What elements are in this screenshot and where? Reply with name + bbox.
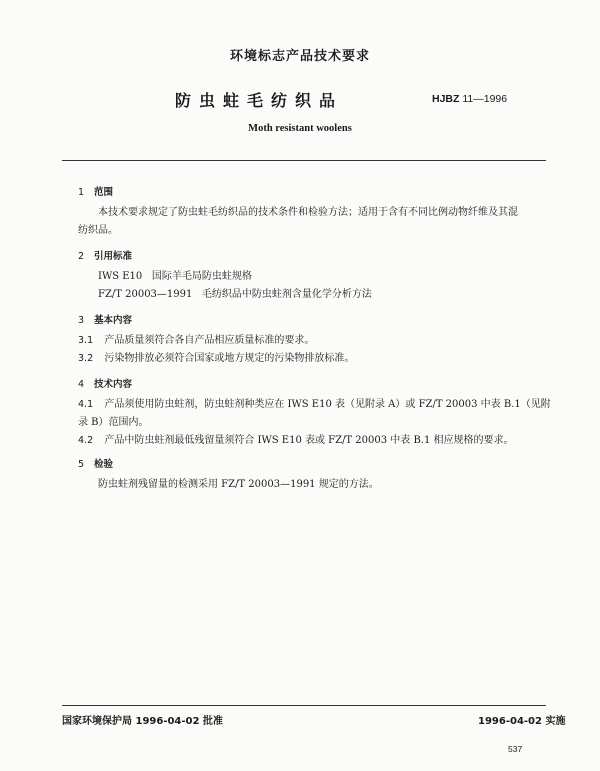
approval-line: 国家环境保护局 1996-04-02 批准 [62, 716, 223, 727]
item-text: 产品中防虫蛀剂最低残留量须符合 IWS E10 表或 FZ/T 20003 中表 B.1 相应规格的要求。 [104, 435, 514, 446]
section-title: 引用标准 [94, 251, 133, 262]
standard-number-value: 11—1996 [462, 93, 508, 105]
section-number: 2 [78, 251, 85, 262]
footer-divider [62, 705, 546, 706]
effective-date: 1996-04-02 实施 [478, 716, 566, 727]
section-title: 范围 [94, 187, 114, 198]
reference-title: 毛纺织品中防虫蛀剂含量化学分析方法 [201, 289, 372, 300]
item-3-2 [78, 350, 354, 368]
section-3-heading [78, 312, 132, 326]
reference-1 [98, 268, 252, 286]
item-number: 4.1 [78, 399, 94, 410]
section-1-line-1: 本技术要求规定了防虫蛀毛纺织品的技术条件和检验方法；适用于含有不同比例动物纤维及其混 [98, 207, 518, 218]
reference-code: IWS E10 [98, 271, 143, 282]
section-4-heading [78, 376, 132, 390]
section-number: 4 [78, 379, 85, 390]
section-number: 3 [78, 315, 85, 326]
reference-2 [98, 286, 372, 304]
reference-title: 国际羊毛局防虫蛀规格 [151, 271, 252, 282]
section-number: 1 [78, 187, 85, 198]
section-5-text: 防虫蛀剂残留量的检测采用 FZ/T 20003—1991 规定的方法。 [98, 479, 379, 490]
item-4-1 [78, 396, 551, 414]
section-1-line-2: 纺织品。 [78, 225, 118, 236]
document-category: 环境标志产品技术要求 [229, 49, 370, 64]
section-1-heading [78, 184, 113, 198]
section-title: 检验 [94, 459, 114, 470]
english-title: Moth resistant woolens [248, 123, 352, 134]
document-title: 防虫蛀毛纺织品 [175, 91, 344, 110]
item-number: 4.2 [78, 435, 94, 446]
item-text: 产品须使用防虫蛀剂，防虫蛀剂种类应在 IWS E10 表（见附录 A）或 FZ/T 20003 中表 B.1（见附 [104, 399, 551, 410]
section-number: 5 [78, 459, 85, 470]
item-3-1 [78, 332, 314, 350]
section-title: 技术内容 [94, 379, 133, 390]
item-4-2 [78, 432, 514, 450]
item-text: 污染物排放必须符合国家或地方规定的污染物排放标准。 [104, 353, 355, 364]
standard-code: HJBZ [432, 93, 460, 105]
item-number: 3.1 [78, 335, 94, 346]
item-4-1-continuation: 录 B）范围内。 [78, 417, 149, 428]
section-title: 基本内容 [94, 315, 133, 326]
section-5-heading [78, 456, 113, 470]
header-divider [62, 160, 546, 161]
item-number: 3.2 [78, 353, 94, 364]
section-2-heading [78, 248, 132, 262]
item-text: 产品质量须符合各自产品相应质量标准的要求。 [104, 335, 315, 346]
standard-number [432, 93, 507, 105]
reference-code: FZ/T 20003—1991 [98, 289, 193, 300]
page-number: 537 [508, 744, 523, 754]
